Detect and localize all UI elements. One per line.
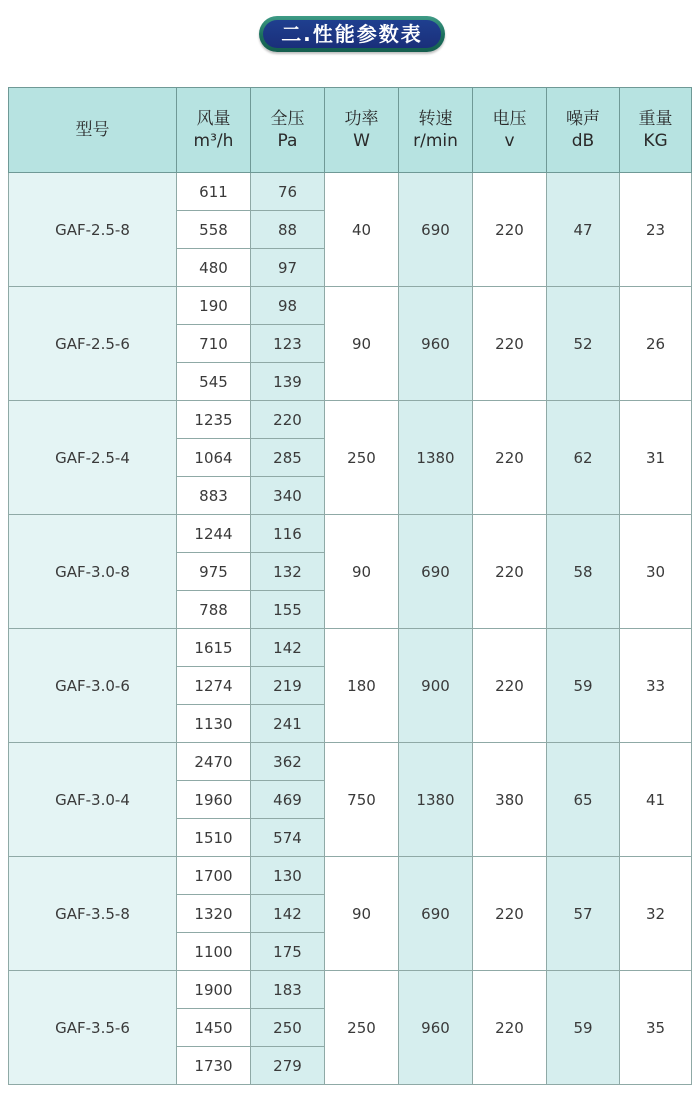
pressure-cell: 116 — [251, 515, 325, 553]
power-cell: 90 — [325, 515, 399, 629]
table-row — [9, 857, 692, 895]
flow-cell: 975 — [177, 553, 251, 591]
power-cell: 250 — [325, 971, 399, 1085]
weight-cell: 23 — [620, 173, 692, 287]
pressure-cell: 183 — [251, 971, 325, 1009]
header-label: 噪声 — [566, 109, 600, 129]
header-flow — [177, 88, 251, 173]
weight-cell: 31 — [620, 401, 692, 515]
header-label: 全压 — [270, 109, 305, 129]
speed-cell: 960 — [399, 971, 473, 1085]
power-cell: 90 — [325, 287, 399, 401]
speed-cell: 900 — [399, 629, 473, 743]
header-unit: W — [353, 131, 370, 151]
model-cell: GAF-3.5-8 — [9, 857, 177, 971]
flow-cell: 1235 — [177, 401, 251, 439]
pressure-cell: 88 — [251, 211, 325, 249]
header-noise — [547, 88, 620, 173]
flow-cell: 545 — [177, 363, 251, 401]
flow-cell: 1510 — [177, 819, 251, 857]
model-cell: GAF-3.5-6 — [9, 971, 177, 1085]
pressure-cell: 469 — [251, 781, 325, 819]
pressure-cell: 175 — [251, 933, 325, 971]
table-row — [9, 629, 692, 667]
header-label: 功率 — [344, 109, 379, 129]
pressure-cell: 219 — [251, 667, 325, 705]
noise-cell: 52 — [547, 287, 620, 401]
pressure-cell: 340 — [251, 477, 325, 515]
pressure-cell: 123 — [251, 325, 325, 363]
pressure-cell: 220 — [251, 401, 325, 439]
noise-cell: 59 — [547, 629, 620, 743]
header-unit: v — [504, 131, 515, 151]
table-row — [9, 173, 692, 211]
model-cell: GAF-3.0-4 — [9, 743, 177, 857]
voltage-cell: 220 — [473, 971, 547, 1085]
power-cell: 250 — [325, 401, 399, 515]
header-power — [325, 88, 399, 173]
flow-cell: 710 — [177, 325, 251, 363]
flow-cell: 480 — [177, 249, 251, 287]
header-unit: dB — [571, 131, 595, 151]
weight-cell: 35 — [620, 971, 692, 1085]
page-title: 二.性能参数表 — [263, 20, 441, 48]
weight-cell: 26 — [620, 287, 692, 401]
header-voltage — [473, 88, 547, 173]
voltage-cell: 380 — [473, 743, 547, 857]
pressure-cell: 130 — [251, 857, 325, 895]
flow-cell: 788 — [177, 591, 251, 629]
flow-cell: 1960 — [177, 781, 251, 819]
table-header-row — [9, 88, 692, 173]
voltage-cell: 220 — [473, 629, 547, 743]
table-row — [9, 515, 692, 553]
noise-cell: 62 — [547, 401, 620, 515]
model-cell: GAF-2.5-6 — [9, 287, 177, 401]
flow-cell: 558 — [177, 211, 251, 249]
pressure-cell: 279 — [251, 1047, 325, 1085]
header-speed — [399, 88, 473, 173]
flow-cell: 1274 — [177, 667, 251, 705]
speed-cell: 1380 — [399, 743, 473, 857]
weight-cell: 32 — [620, 857, 692, 971]
header-unit: Pa — [277, 131, 298, 151]
model-cell: GAF-2.5-4 — [9, 401, 177, 515]
pressure-cell: 142 — [251, 629, 325, 667]
pressure-cell: 142 — [251, 895, 325, 933]
speed-cell: 690 — [399, 515, 473, 629]
table-body — [9, 173, 692, 1085]
pressure-cell: 241 — [251, 705, 325, 743]
flow-cell: 1900 — [177, 971, 251, 1009]
voltage-cell: 220 — [473, 515, 547, 629]
pressure-cell: 362 — [251, 743, 325, 781]
flow-cell: 1130 — [177, 705, 251, 743]
flow-cell: 1615 — [177, 629, 251, 667]
flow-cell: 1700 — [177, 857, 251, 895]
noise-cell: 58 — [547, 515, 620, 629]
performance-table — [8, 87, 692, 1085]
header-label: 电压 — [492, 109, 527, 129]
voltage-cell: 220 — [473, 287, 547, 401]
pressure-cell: 155 — [251, 591, 325, 629]
table-row — [9, 971, 692, 1009]
header-weight — [620, 88, 692, 173]
pressure-cell: 285 — [251, 439, 325, 477]
voltage-cell: 220 — [473, 401, 547, 515]
power-cell: 180 — [325, 629, 399, 743]
flow-cell: 1100 — [177, 933, 251, 971]
pressure-cell: 250 — [251, 1009, 325, 1047]
flow-cell: 1064 — [177, 439, 251, 477]
noise-cell: 57 — [547, 857, 620, 971]
weight-cell: 30 — [620, 515, 692, 629]
power-cell: 40 — [325, 173, 399, 287]
header-model — [9, 88, 177, 173]
header-label: 重量 — [638, 109, 673, 129]
pressure-cell: 132 — [251, 553, 325, 591]
flow-cell: 2470 — [177, 743, 251, 781]
noise-cell: 65 — [547, 743, 620, 857]
speed-cell: 690 — [399, 857, 473, 971]
weight-cell: 41 — [620, 743, 692, 857]
model-cell: GAF-3.0-6 — [9, 629, 177, 743]
flow-cell: 190 — [177, 287, 251, 325]
header-label: 风量 — [196, 109, 231, 129]
speed-cell: 1380 — [399, 401, 473, 515]
header-unit: r/min — [413, 131, 458, 151]
noise-cell: 47 — [547, 173, 620, 287]
title-badge — [259, 16, 445, 52]
header-unit: KG — [643, 131, 668, 151]
table-row — [9, 401, 692, 439]
table-row — [9, 287, 692, 325]
flow-cell: 883 — [177, 477, 251, 515]
voltage-cell: 220 — [473, 173, 547, 287]
voltage-cell: 220 — [473, 857, 547, 971]
speed-cell: 960 — [399, 287, 473, 401]
flow-cell: 1320 — [177, 895, 251, 933]
header-pressure — [251, 88, 325, 173]
pressure-cell: 97 — [251, 249, 325, 287]
pressure-cell: 139 — [251, 363, 325, 401]
flow-cell: 1244 — [177, 515, 251, 553]
model-cell: GAF-3.0-8 — [9, 515, 177, 629]
header-label: 转速 — [418, 109, 453, 129]
flow-cell: 1730 — [177, 1047, 251, 1085]
power-cell: 90 — [325, 857, 399, 971]
pressure-cell: 76 — [251, 173, 325, 211]
table-row — [9, 743, 692, 781]
power-cell: 750 — [325, 743, 399, 857]
pressure-cell: 98 — [251, 287, 325, 325]
flow-cell: 1450 — [177, 1009, 251, 1047]
noise-cell: 59 — [547, 971, 620, 1085]
model-cell: GAF-2.5-8 — [9, 173, 177, 287]
header-unit: m³/h — [193, 131, 234, 151]
speed-cell: 690 — [399, 173, 473, 287]
weight-cell: 33 — [620, 629, 692, 743]
header-label: 型号 — [75, 120, 110, 140]
pressure-cell: 574 — [251, 819, 325, 857]
flow-cell: 611 — [177, 173, 251, 211]
